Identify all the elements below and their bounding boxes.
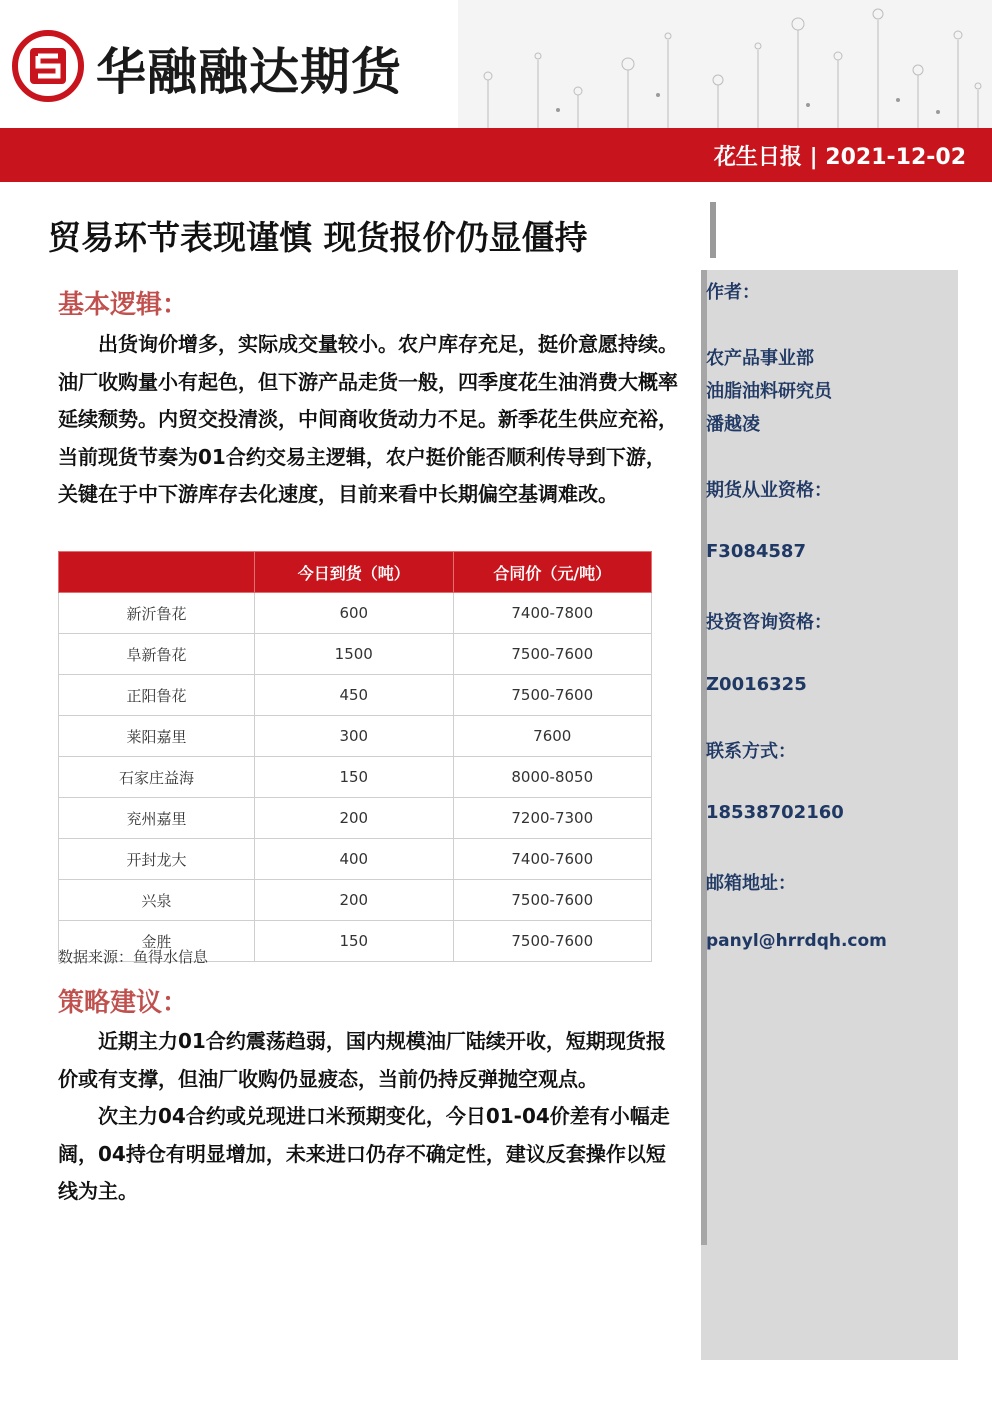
table-cell: 7400-7800: [453, 593, 651, 634]
contact-phone: 18538702160: [706, 802, 844, 823]
table-cell: 7500-7600: [453, 675, 651, 716]
section-heading-logic: 基本逻辑：: [58, 290, 189, 320]
table-cell: 7400-7600: [453, 839, 651, 880]
author-label: 作者：: [706, 282, 760, 303]
table-cell: 正阳鲁花: [59, 675, 255, 716]
table-cell: 600: [255, 593, 454, 634]
invest-qual-value: Z0016325: [706, 674, 807, 695]
table-cell: 7500-7600: [453, 921, 651, 962]
table-cell: 莱阳嘉里: [59, 716, 255, 757]
strategy-paragraph-2: 次主力04合约或兑现进口米预期变化，今日01-04价差有小幅走阔，04持仓有明显增加，未来进口仍存不确定性，建议反套操作以短线为主。: [58, 1104, 670, 1203]
table-header-row: [59, 552, 652, 593]
table-cell: 150: [255, 921, 454, 962]
table-cell: 7500-7600: [453, 634, 651, 675]
table-cell: 石家庄益海: [59, 757, 255, 798]
data-source-note: 数据来源：鱼得水信息: [58, 948, 209, 966]
page-header: [0, 0, 992, 128]
table-cell: 300: [255, 716, 454, 757]
report-tag: 花生日报 | 2021-12-02: [713, 145, 966, 170]
table-cell: 450: [255, 675, 454, 716]
page-title: 贸易环节表现谨慎 现货报价仍显僵持: [48, 218, 588, 257]
decorative-lines-icon: [458, 0, 992, 128]
invest-qual-label: 投资咨询资格：: [706, 612, 832, 633]
table-cell: 阜新鲁花: [59, 634, 255, 675]
section-heading-strategy: 策略建议：: [58, 988, 189, 1018]
email-address[interactable]: panyl@hrrdqh.com: [706, 931, 887, 951]
price-table: [58, 551, 652, 962]
table-header-cell: [59, 552, 255, 593]
table-row: [59, 880, 652, 921]
author-role: 油脂油料研究员: [706, 381, 832, 402]
table-cell: 开封龙大: [59, 839, 255, 880]
logic-paragraph: 出货询价增多，实际成交量较小。农户库存充足，挺价意愿持续。油厂收购量小有起色，但下游产品走货一般，四季度花生油消费大概率延续颓势。内贸交投清淡，中间商收货动力不足。新季花生供应充裕，当前现货节奏为01合约交易主逻辑，农户挺价能否顺利传导到下游，关键在于中下游库存去化速度，目前来看中长期偏空基调难改。: [58, 332, 678, 506]
table-cell: 200: [255, 798, 454, 839]
brand-name: 华融融达期货: [96, 42, 402, 101]
table-row: [59, 716, 652, 757]
contact-label: 联系方式：: [706, 741, 796, 762]
table-cell: 兴泉: [59, 880, 255, 921]
table-row: [59, 798, 652, 839]
futures-qual-label: 期货从业资格：: [706, 480, 832, 501]
futures-qual-value: F3084587: [706, 541, 806, 562]
table-header-cell: 合同价（元/吨）: [453, 552, 651, 593]
table-row: [59, 757, 652, 798]
table-cell: 1500: [255, 634, 454, 675]
table-cell: 200: [255, 880, 454, 921]
table-cell: 兖州嘉里: [59, 798, 255, 839]
author-name: 潘越凌: [706, 414, 760, 435]
strategy-paragraph-1: 近期主力01合约震荡趋弱，国内规模油厂陆续开收，短期现货报价或有支撑，但油厂收购仍显疲态，当前仍持反弹抛空观点。: [58, 1029, 666, 1091]
table-cell: 新沂鲁花: [59, 593, 255, 634]
table-cell: 7200-7300: [453, 798, 651, 839]
title-divider: [710, 202, 716, 258]
table-cell: 150: [255, 757, 454, 798]
author-dept: 农产品事业部: [706, 348, 814, 369]
table-cell: 8000-8050: [453, 757, 651, 798]
table-cell: 金胜: [59, 921, 255, 962]
table-row: [59, 593, 652, 634]
huarong-logo-icon: [12, 30, 84, 102]
table-row: [59, 675, 652, 716]
table-row: [59, 634, 652, 675]
table-cell: 400: [255, 839, 454, 880]
email-label: 邮箱地址：: [706, 873, 796, 894]
table-cell: 7500-7600: [453, 880, 651, 921]
table-cell: 7600: [453, 716, 651, 757]
table-header-cell: 今日到货（吨）: [255, 552, 454, 593]
table-row: [59, 839, 652, 880]
